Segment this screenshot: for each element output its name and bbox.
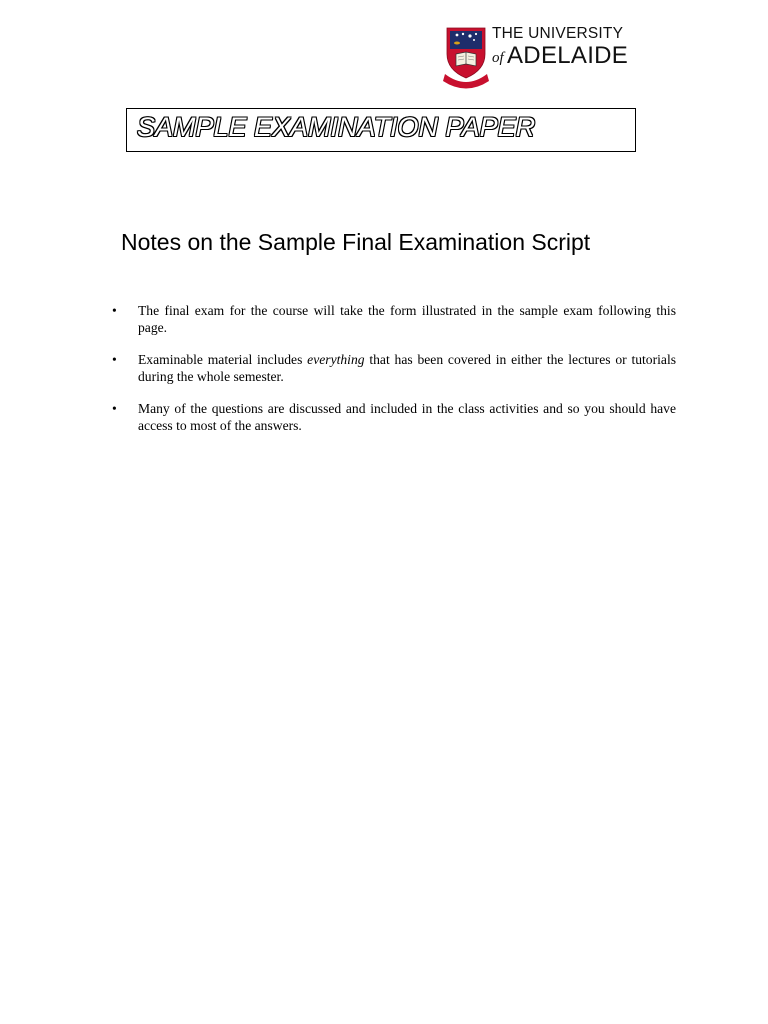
title-box — [126, 108, 636, 152]
logo-text-of: of — [492, 50, 504, 66]
list-item — [112, 400, 676, 434]
list-item — [112, 302, 676, 336]
university-logo — [441, 24, 636, 94]
bullet-icon: • — [112, 303, 117, 318]
page-title: SAMPLE EXAMINATION PAPER — [137, 112, 536, 142]
list-item-emphasis: everything — [307, 352, 365, 367]
list-item — [112, 351, 676, 385]
notes-list — [112, 302, 676, 449]
list-item-text-after: that has been covered in either the lectures or tutorials during the whole semester. — [138, 352, 677, 384]
list-item-text: Many of the questions are discussed and included in the class activities and so you should have access to most of the answers. — [138, 401, 676, 433]
bullet-icon: • — [112, 352, 117, 367]
list-item-text-before: Examinable material includes — [138, 352, 308, 367]
list-item-text: The final exam for the course will take the form illustrated in the sample exam following this page. — [138, 303, 676, 335]
university-crest-icon — [441, 24, 491, 92]
section-heading: Notes on the Sample Final Examination Script — [121, 229, 591, 255]
logo-text-line1: THE UNIVERSITY — [492, 25, 624, 42]
bullet-icon: • — [112, 401, 117, 416]
logo-text-line2: ADELAIDE — [507, 42, 629, 69]
